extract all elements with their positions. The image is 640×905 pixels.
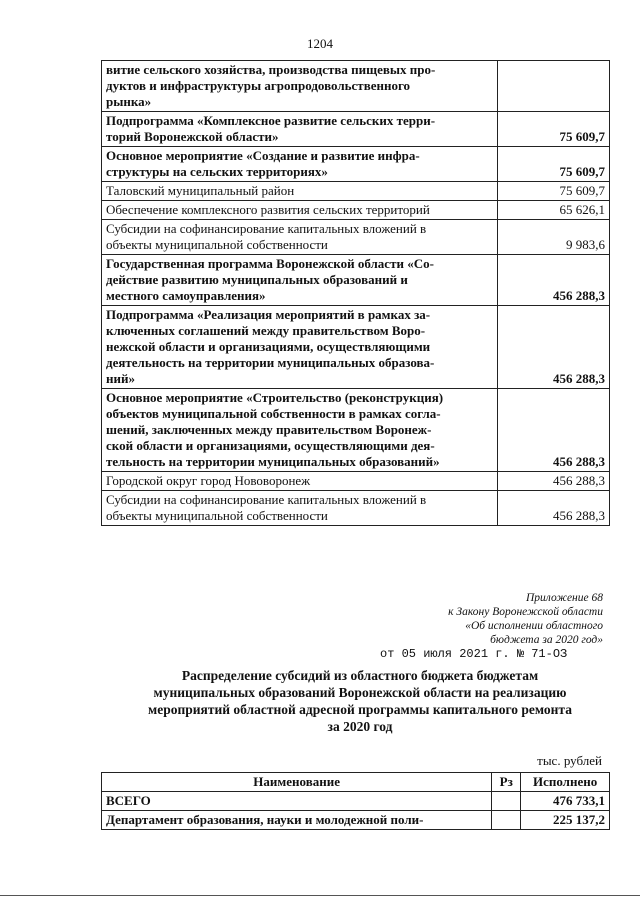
header-value: Исполнено — [521, 773, 610, 792]
table-row — [102, 491, 610, 526]
table-row — [102, 792, 610, 811]
header-rz: Рз — [492, 773, 521, 792]
row-value: 476 733,1 — [521, 792, 610, 811]
table-row — [102, 255, 610, 306]
title-line: Распределение субсидий из областного бюджета бюджетам — [181, 668, 539, 683]
table-row — [102, 201, 610, 220]
budget-table-body — [102, 61, 610, 526]
appendix-line: «Об исполнении областного — [465, 620, 603, 632]
row-value — [498, 61, 610, 112]
row-name: Обеспечение комплексного развития сельских территорий — [102, 201, 498, 220]
row-name: Департамент образования, науки и молодежной поли- — [102, 811, 492, 830]
row-name: Основное мероприятие «Строительство (реконструкция) объектов муниципальной собственности в рамках согла- шений, заключенных между правительством Воронеж- ской области и организациями, осуществляющими дея- тельность на территории муниципальных образований» — [102, 389, 498, 472]
table-row — [102, 472, 610, 491]
row-value: 456 288,3 — [498, 491, 610, 526]
row-name: ВСЕГО — [102, 792, 492, 811]
row-name: Городской округ город Нововоронеж — [102, 472, 498, 491]
title-line: за 2020 год — [327, 719, 393, 734]
footer-rule — [0, 895, 640, 896]
title-line: мероприятий областной адресной программы капитального ремонта — [148, 702, 572, 717]
law-date-stamp: от 05 июля 2021 г. № 71-ОЗ — [380, 647, 568, 661]
table-row — [102, 220, 610, 255]
table-row — [102, 182, 610, 201]
budget-table-continued — [101, 60, 610, 526]
row-name: Основное мероприятие «Создание и развитие инфра- структуры на сельских территориях» — [102, 147, 498, 182]
row-value: 65 626,1 — [498, 201, 610, 220]
row-rz — [492, 811, 521, 830]
table-header-row — [102, 773, 610, 792]
document-title — [90, 667, 630, 735]
row-name: Подпрограмма «Реализация мероприятий в рамках за- ключенных соглашений между правительством Воро- нежской области и организациями, осуществляющими деятельность на территории муниципальных образова- ний» — [102, 306, 498, 389]
row-value: 75 609,7 — [498, 147, 610, 182]
row-value: 456 288,3 — [498, 472, 610, 491]
table-row — [102, 811, 610, 830]
appendix-header — [448, 591, 603, 647]
row-name: Таловский муниципальный район — [102, 182, 498, 201]
title-line: муниципальных образований Воронежской области на реализацию — [153, 685, 567, 700]
row-value: 75 609,7 — [498, 182, 610, 201]
row-value: 456 288,3 — [498, 389, 610, 472]
table-row — [102, 306, 610, 389]
table-row — [102, 147, 610, 182]
appendix-line: Приложение 68 — [525, 592, 603, 604]
appendix-line: к Закону Воронежской области — [448, 606, 603, 618]
units-label: тыс. рублей — [537, 753, 602, 768]
row-name: Субсидии на софинансирование капитальных вложений в объекты муниципальной собственности — [102, 491, 498, 526]
row-name: витие сельского хозяйства, производства пищевых про- дуктов и инфраструктуры агропродовольственного рынка» — [102, 61, 498, 112]
table-row — [102, 61, 610, 112]
table-row — [102, 389, 610, 472]
header-name: Наименование — [102, 773, 492, 792]
row-value: 456 288,3 — [498, 306, 610, 389]
appendix-line: бюджета за 2020 год» — [490, 634, 603, 646]
subsidy-table — [101, 772, 610, 830]
table-row — [102, 112, 610, 147]
row-value: 9 983,6 — [498, 220, 610, 255]
row-name: Государственная программа Воронежской области «Со- действие развитию муниципальных образований и местного самоуправления» — [102, 255, 498, 306]
row-rz — [492, 792, 521, 811]
row-name: Подпрограмма «Комплексное развитие сельских терри- торий Воронежской области» — [102, 112, 498, 147]
row-value: 456 288,3 — [498, 255, 610, 306]
row-value: 75 609,7 — [498, 112, 610, 147]
page-number: 1204 — [307, 36, 333, 51]
row-value: 225 137,2 — [521, 811, 610, 830]
row-name: Субсидии на софинансирование капитальных вложений в объекты муниципальной собственности — [102, 220, 498, 255]
